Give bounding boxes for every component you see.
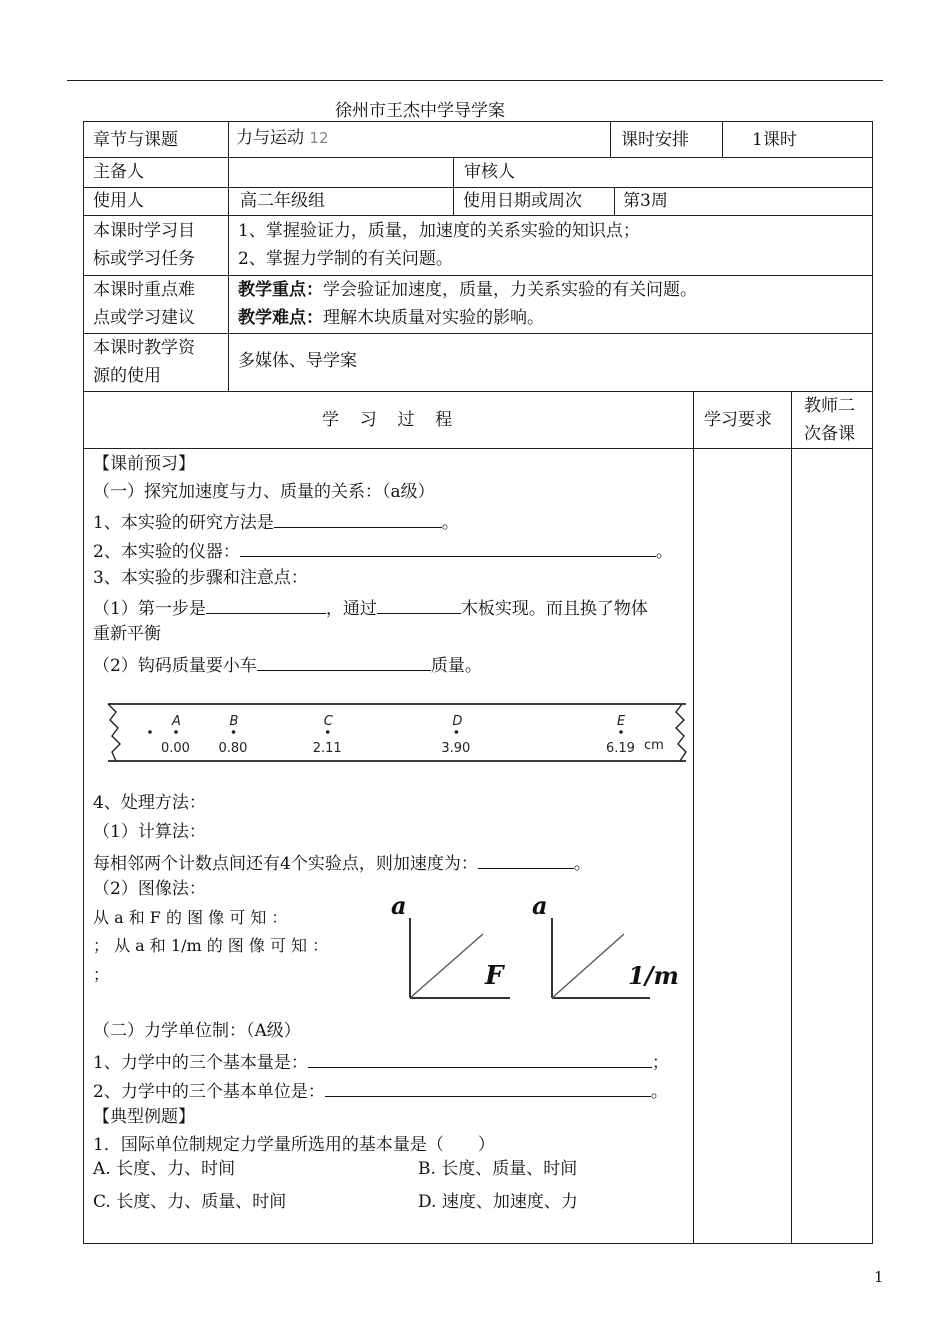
tape-value-d: 3.90 [441,741,471,756]
col-divider [228,121,229,391]
option-b[interactable]: B. 长度、质量、时间 [418,1159,578,1179]
user-value: 高二年级组 [240,191,325,211]
item-2: 2、本实验的仪器： 。 [93,538,673,563]
row-divider [83,391,873,392]
key-text [238,276,697,332]
goal-label-line: 标或学习任务 [93,249,195,269]
tape-value-b: 0.80 [218,741,248,756]
teacher-heading [804,392,855,448]
tape-point-e [619,730,623,734]
tape-label-a: A [172,714,181,729]
goal-label-line: 本课时学习目 [93,221,195,241]
teacher-heading-line: 教师二 [804,396,855,416]
graph-method: （2）图像法： [93,879,206,899]
calc-method: （1）计算法： [93,822,206,842]
requirement-heading: 学习要求 [704,410,772,430]
chapter-number: 12 [309,129,329,147]
step-1-cont: 重新平衡 [93,624,161,644]
item-4: 4、处理方法： [93,793,206,813]
blank-instruments[interactable] [240,538,656,557]
graph-c-text: ； [93,965,110,984]
graph1-x-label: F [485,961,504,991]
calc-text: 每相邻两个计数点间还有4个实验点，则加速度为： 。 [93,850,591,875]
col-divider [614,187,615,215]
key-point: 教学重点：学会验证加速度，质量，力关系实验的有关问题。 [238,280,697,300]
tape-unit: cm [644,738,664,753]
paper-tape-figure [104,698,690,768]
option-a[interactable]: A. 长度、力、时间 [93,1159,236,1179]
key-label [93,276,195,332]
examples-heading: 【典型例题】 [93,1107,195,1127]
blank-base-quantities[interactable] [308,1049,652,1068]
chapter-value: 力与运动 12 [236,128,329,148]
option-c[interactable]: C. 长度、力、质量、时间 [93,1192,287,1212]
date-label: 使用日期或周次 [463,191,582,211]
graph-a-vs-inverse-m [528,890,698,1005]
preparer-label: 主备人 [93,162,144,182]
user-label: 使用人 [93,191,144,211]
difficulty-point: 教学难点：理解木块质量对实验的影响。 [238,308,544,328]
tape-label-b: B [229,714,239,729]
unit-2: 2、力学中的三个基本单位是： 。 [93,1078,668,1103]
tape-value-c: 2.11 [312,741,342,756]
process-heading: 学 习 过 程 [322,410,460,430]
key-label-line: 点或学习建议 [93,308,195,328]
item-1: 1、本实验的研究方法是 。 [93,509,459,534]
tape-label-e: E [617,714,626,729]
key-label-line: 本课时重点难 [93,280,195,300]
tape-value-e: 6.19 [606,741,635,756]
col-divider [610,121,611,157]
graph1-y-label: a [391,891,407,920]
col-divider [791,391,792,1244]
blank-mass[interactable] [257,652,431,671]
tape-point-d [455,730,459,734]
graph2-x-label: 1/m [628,961,679,990]
graph2-y-label: a [532,891,548,920]
tape-label-c: C [323,714,333,729]
step-1: （1）第一步是 ，通过 木板实现。而且换了物体 [93,595,648,620]
document-title: 徐州市王杰中学导学案 [335,101,505,121]
resource-value: 多媒体、导学案 [238,351,357,371]
col-divider [722,121,723,157]
goal-label [93,217,195,273]
date-value: 第3周 [623,191,668,211]
step-2: （2）钩码质量要小车 质量。 [93,652,482,677]
section-1-heading: （一）探究加速度与力、质量的关系：（a级） [93,482,435,502]
blank-method[interactable] [274,509,442,528]
item-3: 3、本实验的步骤和注意点： [93,568,308,588]
row-divider [83,448,873,449]
tape-point-b [232,730,236,734]
tape-point-a [174,730,178,734]
teacher-heading-line: 次备课 [804,424,855,444]
blank-acceleration[interactable] [478,850,574,869]
row-divider [83,215,873,216]
goal-text [238,217,640,273]
blank-base-units[interactable] [325,1078,651,1097]
tape-point-c [326,730,330,734]
schedule-label: 课时安排 [621,130,689,150]
row-divider [83,333,873,334]
col-divider [693,391,694,1244]
graph-a-vs-f [385,890,525,1005]
section-2-heading: （二）力学单位制：（A级） [93,1021,301,1041]
option-d[interactable]: D. 速度、加速度、力 [418,1192,578,1212]
goal-item: 1、掌握验证力，质量，加速度的关系实验的知识点； [238,221,640,241]
col-divider [453,157,454,215]
preview-heading: 【课前预习】 [93,454,195,474]
top-rule [67,80,883,81]
reviewer-label: 审核人 [464,162,515,182]
goal-item: 2、掌握力学制的有关问题。 [238,249,453,269]
graph-b-text: ； 从 a 和 1/m 的 图 像 可 知 ： [93,936,329,955]
schedule-value: 1课时 [752,130,797,150]
unit-1: 1、力学中的三个基本量是： ； [93,1049,669,1074]
resource-label-line: 本课时教学资 [93,338,195,358]
blank-board[interactable] [377,595,461,614]
chapter-label: 章节与课题 [93,130,178,150]
resource-label [93,334,195,390]
graph-a-text: 从 a 和 F 的 图 像 可 知 ： [93,908,288,927]
tape-value-a: 0.00 [161,741,190,756]
tape-label-d: D [452,714,463,729]
blank-step1[interactable] [206,595,326,614]
resource-label-line: 源的使用 [93,366,161,386]
page-number: 1 [874,1268,884,1286]
question-1: 1．国际单位制规定力学量所选用的基本量是（ ） [93,1135,495,1155]
